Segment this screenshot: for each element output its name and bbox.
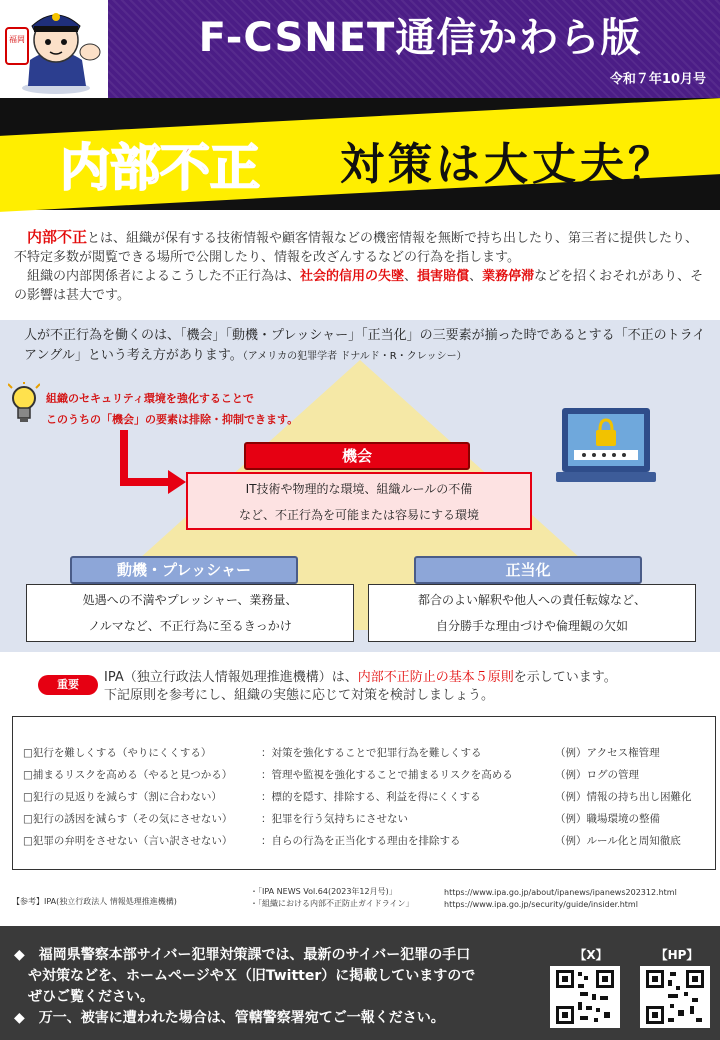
opportunity-description bbox=[186, 472, 532, 530]
x-qr-code-icon[interactable] bbox=[550, 966, 620, 1028]
impact-damages: 損害賠償 bbox=[417, 269, 470, 284]
police-mascot-image bbox=[0, 0, 108, 98]
arrow-icon bbox=[120, 430, 190, 496]
homepage-qr-code-icon[interactable] bbox=[640, 966, 710, 1028]
principle-example: （例）情報の持ち出し困難化 bbox=[555, 791, 692, 803]
rationalization-line-1: 都合のよい解釈や他人への責任転嫁など、 bbox=[417, 593, 646, 607]
locked-laptop-icon bbox=[556, 404, 656, 496]
principle-name: □犯行の誘因を減らす（その気にさせない） bbox=[23, 813, 233, 825]
principle-name: □犯行を難しくする（やりにくくする） bbox=[23, 747, 212, 759]
reference-url-guideline[interactable]: https://www.ipa.go.jp/security/guide/insider.html bbox=[444, 900, 638, 909]
principle-name: □犯罪の弁明をさせない（言い訳させない） bbox=[23, 835, 233, 847]
intro-p1-text: とは、組織が保有する技術情報や顧客情報などの機密情報を無断で持ち出したり、第三者に提供したり、不特定多数が閲覧できる場所で公開したり、情報を改ざんするなどの行為を指します。 bbox=[14, 231, 699, 265]
intro-keyword: 内部不正 bbox=[27, 228, 88, 246]
five-principles-highlight: 内部不正防止の基本５原則 bbox=[357, 670, 514, 685]
intro-p2-start: 組織の内部関係者によるこうした不正行為は、 bbox=[27, 269, 301, 284]
motivation-line-1: 処遇への不満やプレッシャー、業務量、 bbox=[82, 593, 298, 607]
triangle-intro bbox=[24, 326, 714, 367]
opportunity-line-2: など、不正行為を可能または容易にする環境 bbox=[238, 508, 479, 522]
triangle-intro-note: （アメリカの犯罪学者 ドナルド・R・クレッシー） bbox=[242, 351, 467, 362]
principle-row bbox=[23, 789, 713, 809]
principle-example: （例）ルール化と周知徹底 bbox=[555, 835, 681, 847]
ipa-line-1-b: を示しています。 bbox=[513, 670, 617, 685]
footer-line-4: ◆ 万一、被害に遭われた場合は、管轄警察署宛てご一報ください。 bbox=[14, 1010, 445, 1026]
impact-credibility: 社会的信用の失墜 bbox=[300, 269, 405, 284]
intro-p2-end: などを招くおそれがあり、その影響は甚大です。 bbox=[14, 269, 704, 303]
rationalization-description bbox=[368, 584, 696, 642]
principle-description: ：自らの行為を正当化する理由を排除する bbox=[261, 835, 461, 847]
opportunity-title: 機会 bbox=[244, 442, 470, 470]
footer-line-3: ぜひご覧ください。 bbox=[14, 989, 154, 1005]
rationalization-line-2: 自分勝手な理由づけや倫理観の欠如 bbox=[435, 619, 628, 633]
intro-paragraph-1 bbox=[14, 228, 708, 267]
principle-description: ：犯罪を行う気持ちにさせない bbox=[261, 813, 408, 825]
principle-row bbox=[23, 745, 713, 765]
headline-black-text: 対策は大丈夫？ bbox=[340, 139, 676, 190]
qr-hp-label: 【HP】 bbox=[655, 948, 699, 962]
principle-example: （例）職場環境の整備 bbox=[555, 813, 660, 825]
issue-date: 令和７年10月号 bbox=[609, 72, 706, 87]
reference-label: 【参考】IPA(独立行政法人 情報処理推進機構) bbox=[12, 897, 177, 906]
reference-title-ipa-news: ・「IPA NEWS Vol.64(2023年12月号)」 bbox=[250, 887, 397, 896]
ipa-line-2: 下記原則を参考にし、組織の実態に応じて対策を検討しましょう。 bbox=[104, 688, 495, 703]
motivation-title: 動機・プレッシャー bbox=[70, 556, 298, 584]
intro-p2-sep1: 、 bbox=[404, 269, 418, 284]
intro-p2-sep2: 、 bbox=[469, 269, 483, 284]
footer-notice bbox=[14, 945, 544, 1029]
tip-line-2: このうちの「機会」の要素は排除・抑制できます。 bbox=[46, 413, 299, 426]
opportunity-line-1: IT技術や物理的な環境、組織ルールの不備 bbox=[245, 482, 473, 496]
footer-line-2: や対策などを、ホームページやＸ（旧Twitter）に掲載していますので bbox=[14, 968, 476, 984]
principle-example: （例）ログの管理 bbox=[555, 769, 639, 781]
principle-name: □犯行の見返りを減らす（割に合わない） bbox=[23, 791, 222, 803]
triangle-intro-text: 人が不正行為を働くのは、「機会」「動機・プレッシャー」「正当化」の三要素が揃った時であるとする「不正のトライアングル」という考え方があります。 bbox=[24, 328, 706, 363]
principle-name: □捕まるリスクを高める（やると見つかる） bbox=[23, 769, 233, 781]
reference-url-ipa-news[interactable]: https://www.ipa.go.jp/about/ipanews/ipanews202312.html bbox=[444, 888, 677, 897]
principle-example: （例）アクセス権管理 bbox=[555, 747, 660, 759]
principle-row bbox=[23, 811, 713, 831]
principle-description: ：対策を強化することで犯罪行為を難しくする bbox=[261, 747, 482, 759]
tip-line-1: 組織のセキュリティ環境を強化することで bbox=[46, 392, 254, 405]
newsletter-title: F-CSNET通信かわら版 bbox=[198, 15, 642, 61]
intro-text bbox=[14, 228, 708, 305]
headline-red-text: 内部不正 bbox=[60, 138, 260, 197]
intro-paragraph-2 bbox=[14, 267, 708, 305]
mascot-badge-text: 福岡 bbox=[9, 35, 25, 44]
principle-row bbox=[23, 767, 713, 787]
rationalization-title: 正当化 bbox=[414, 556, 642, 584]
lightbulb-icon bbox=[8, 382, 40, 426]
motivation-description bbox=[26, 584, 354, 642]
ipa-line-1 bbox=[104, 669, 714, 687]
reference-section bbox=[12, 884, 716, 920]
principle-description: ：管理や監視を強化することで捕まるリスクを高める bbox=[261, 769, 513, 781]
motivation-line-2: ノルマなど、不正行為に至るきっかけ bbox=[88, 619, 292, 633]
principle-row bbox=[23, 833, 713, 853]
ipa-line-1-a: IPA（独立行政法人情報処理推進機構）は、 bbox=[104, 670, 358, 685]
principles-box bbox=[12, 716, 716, 870]
qr-x-label: 【X】 bbox=[574, 948, 608, 962]
reference-title-guideline: ・「組織における内部不正防止ガイドライン」 bbox=[250, 899, 414, 908]
impact-stagnation: 業務停滞 bbox=[482, 269, 535, 284]
footer-line-1: ◆ 福岡県警察本部サイバー犯罪対策課では、最新のサイバー犯罪の手口 bbox=[14, 947, 471, 963]
principle-description: ：標的を隠す、排除する、利益を得にくくする bbox=[261, 791, 481, 803]
ipa-notice bbox=[104, 669, 714, 705]
security-tip bbox=[46, 388, 298, 430]
important-badge: 重要 bbox=[38, 675, 98, 695]
